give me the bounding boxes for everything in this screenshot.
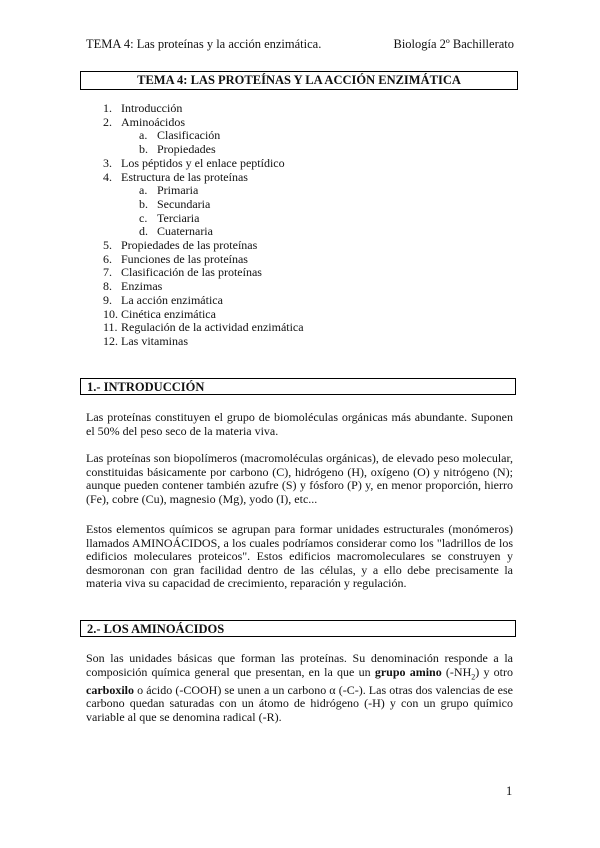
section-heading-aminoacidos: 2.- LOS AMINOÁCIDOS (80, 620, 516, 637)
table-of-contents (103, 102, 304, 349)
document-title: TEMA 4: LAS PROTEÍNAS Y LA ACCIÓN ENZIMÁTICA (80, 71, 518, 90)
toc-subitem: a. Primaria (139, 183, 199, 198)
aminoacidos-paragraph-1: Son las unidades básicas que forman las proteínas. Su denominación responde a la composición química general que presentan, en la que un grupo amino $(-NH_2)$ y otro carboxilo o ácido (-COOH) se unen a un carbono α (-C-). Las otras dos valencias de ese carbono quedan saturadas con un átomo de hidrógeno (-H) y con un grupo químico variable al que se denomina radical (-R). (86, 651, 513, 724)
toc-item: 5. Propiedades de las proteínas (103, 238, 258, 253)
toc-subitem: c. Terciaria (139, 210, 200, 225)
toc-item: 3. Los péptidos y el enlace peptídico (103, 155, 285, 170)
page-number: 1 (506, 784, 513, 798)
toc-item: 9. La acción enzimática (103, 292, 223, 307)
toc-item: 4. Estructura de las proteínas (103, 169, 248, 184)
toc-item: 7. Clasificación de las proteínas (103, 265, 262, 280)
toc-item: 12. Las vitaminas (103, 333, 188, 348)
section-heading-introduccion: 1.- INTRODUCCIÓN (80, 378, 516, 395)
intro-paragraph-1: Las proteínas constituyen el grupo de biomoléculas orgánicas más abundante. Suponen el 50% del peso seco de la materia viva. (86, 410, 513, 438)
grupo-amino-term: grupo amino (374, 664, 442, 679)
header-left: TEMA 4: Las proteínas y la acción enzimática. (86, 37, 322, 51)
intro-paragraph-3: Estos elementos químicos se agrupan para formar unidades estructurales (monómeros) llamados AMINOÁCIDOS, a los cuales podríamos considerar como los "ladrillos de los edificios moleculares proteicos". Estos edificios macromoleculares se construyen y desmoronan con gran facilidad dentro de las células, y a ello debe precisamente la materia viva su capacidad de crecimiento, reparación y regulación. (86, 522, 513, 591)
toc-item: 2. Aminoácidos (103, 114, 185, 129)
header-right: Biología 2º Bachillerato (393, 37, 514, 51)
toc-subitem: b. Secundaria (139, 196, 211, 211)
toc-subitem: b. Propiedades (139, 142, 216, 157)
intro-paragraph-2: Las proteínas son biopolímeros (macromoléculas orgánicas), de elevado peso molecular, constituidas básicamente por carbono (C), hidrógeno (H), oxígeno (O) y nitrógeno (N); aunque pueden contener también azufre (S) y fósforo (P) y, en menor proporción, hierro (Fe), cobre (Cu), magnesio (Mg), yodo (I), etc... (86, 451, 513, 506)
toc-item: 11. Regulación de la actividad enzimática (103, 320, 304, 335)
page-header (86, 37, 514, 52)
toc-item: 6. Funciones de las proteínas (103, 251, 248, 266)
carboxilo-term: carboxilo (86, 682, 134, 697)
toc-subitem: a. Clasificación (139, 128, 221, 143)
toc-item: 8. Enzimas (103, 279, 163, 294)
toc-item: 1. Introducción (103, 101, 183, 115)
toc-item: 10. Cinética enzimática (103, 306, 216, 321)
toc-subitem: d. Cuaternaria (139, 224, 213, 239)
